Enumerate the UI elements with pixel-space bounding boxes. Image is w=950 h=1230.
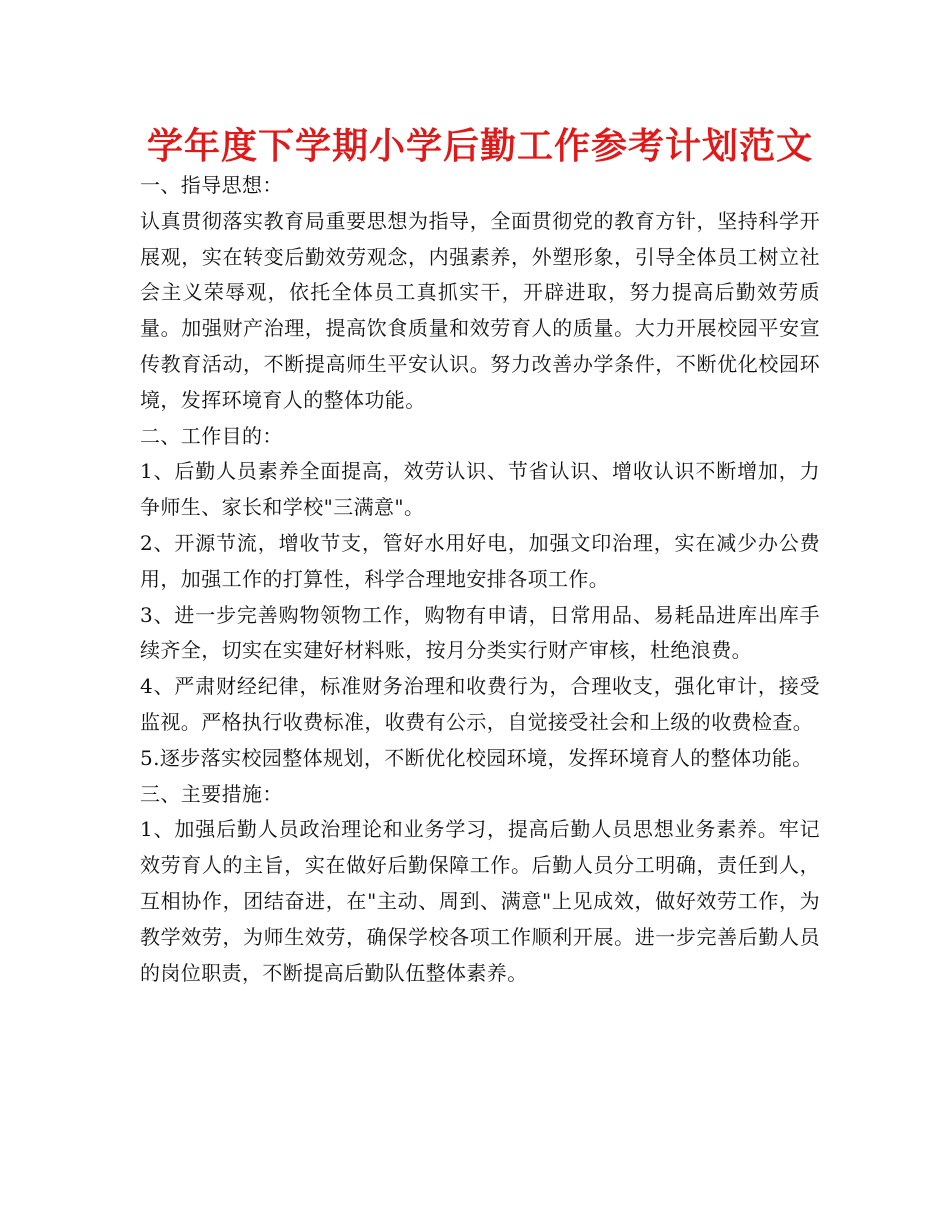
document-title: 学年度下学期小学后勤工作参考计划范文: [146, 126, 813, 167]
section-heading-guiding-ideology: 一、指导思想：: [140, 173, 283, 197]
goal-item-3: 3、进一步完善购物领物工作，购物有申请，日常用品、易耗品进库出库手续齐全，切实在实建好材料账，按月分类实行财产审核，杜绝浪费。: [140, 602, 820, 663]
section-heading-main-measures: 三、主要措施：: [140, 781, 283, 806]
goal-item-1: 1、后勤人员素养全面提高，效劳认识、节省认识、增收认识不断增加，力争师生、家长和学校"三满意"。: [140, 459, 820, 520]
section-heading-work-goals: 二、工作目的：: [140, 423, 283, 448]
paragraph-guiding-ideology: 认真贯彻落实教育局重要思想为指导，全面贯彻党的教育方针，坚持科学开展观，实在转变后勤效劳观念，内强素养，外塑形象，引导全体员工树立社会主义荣辱观，依托全体员工真抓实干，开辟进取，努力提高后勤效劳质量。加强财产治理，提高饮食质量和效劳育人的质量。大力开展校园平安宣传教育活动，不断提高师生平安认识。努力改善办学条件，不断优化校园环境，发挥环境育人的整体功能。: [140, 208, 820, 412]
document-page: [140, 118, 820, 991]
document-body: [140, 168, 820, 991]
goal-item-5: 5.逐步落实校园整体规划，不断优化校园环境，发挥环境育人的整体功能。: [140, 745, 813, 770]
measure-item-1: 1、加强后勤人员政治理论和业务学习，提高后勤人员思想业务素养。牢记效劳育人的主旨，实在做好后勤保障工作。后勤人员分工明确，责任到人，互相协作，团结奋进，在"主动、周到、满意"上见成效，做好效劳工作，为教学效劳，为师生效劳，确保学校各项工作顺利开展。进一步完善后勤人员的岗位职责，不断提高后勤队伍整体素养。: [140, 817, 820, 985]
goal-item-2: 2、开源节流，增收节支，管好水用好电，加强文印治理，实在减少办公费用，加强工作的打算性，科学合理地安排各项工作。: [140, 530, 820, 591]
goal-item-4: 4、严肃财经纪律，标准财务治理和收费行为，合理收支，强化审计，接受监视。严格执行收费标准，收费有公示，自觉接受社会和上级的收费检查。: [140, 674, 820, 734]
